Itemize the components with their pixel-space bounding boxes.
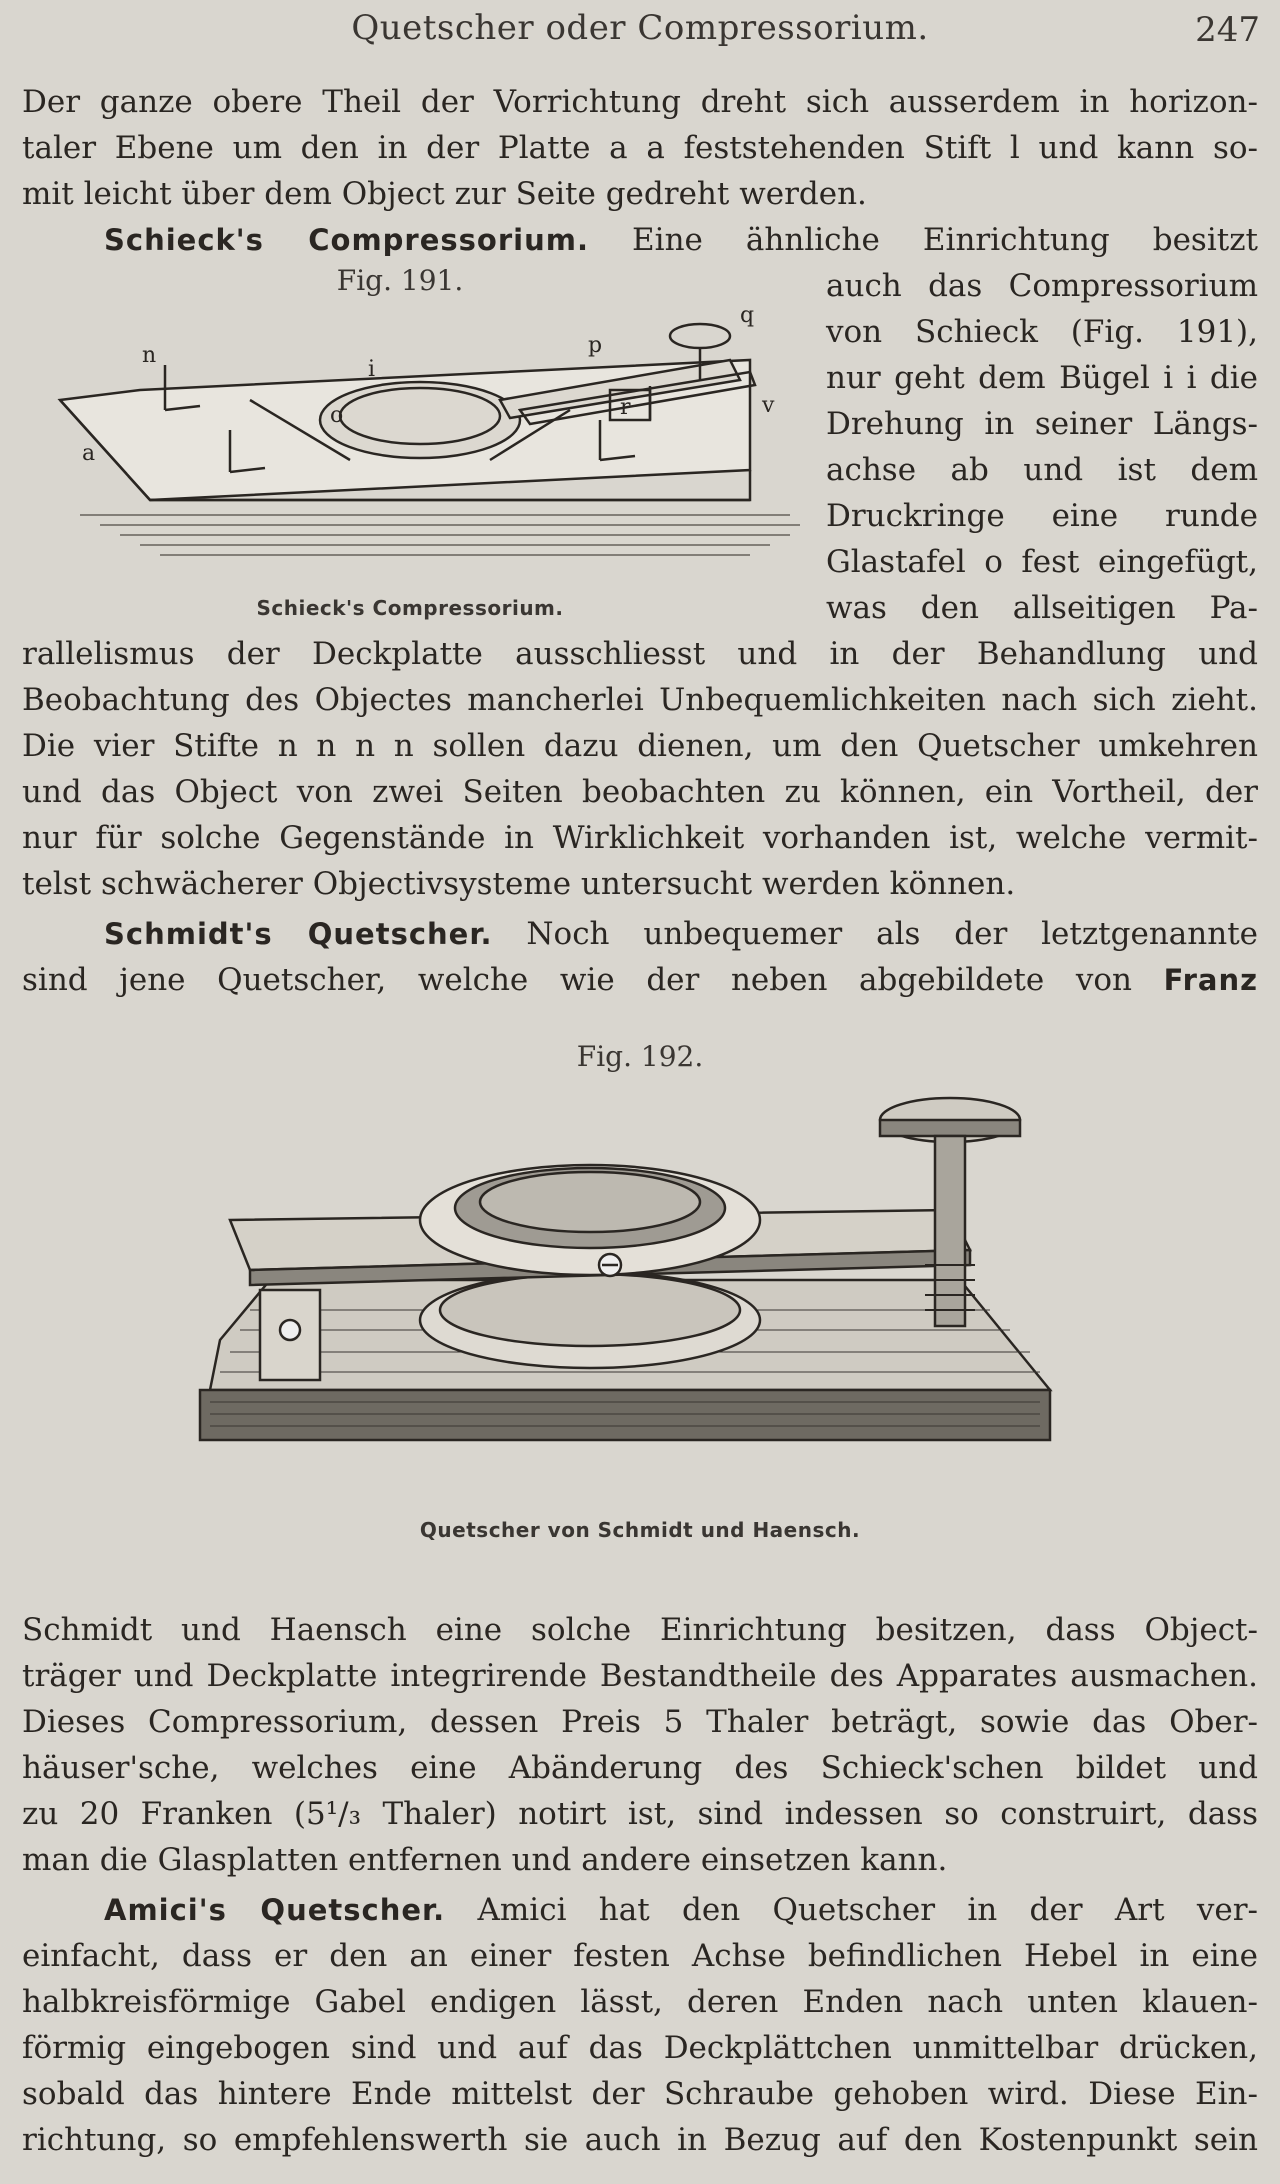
text-line: man die Glasplatten entfernen und andere einsetzen kann.	[22, 1842, 948, 1878]
text-line	[22, 958, 1258, 1002]
fig-letter-n: n	[142, 343, 157, 368]
text-line: häuser'sche, welches eine Abänderung des Schieck'schen bildet und	[22, 1750, 1258, 1786]
text-line: richtung, so empfehlenswerth sie auch in Bezug auf den Kostenpunkt sein	[22, 2122, 1258, 2158]
text-line: mit leicht über dem Object zur Seite gedreht werden.	[22, 176, 867, 212]
section-heading-schmidt: Schmidt's Quetscher.	[104, 917, 493, 951]
text-line: achse ab und ist dem	[826, 452, 1258, 488]
text-line: halbkreisförmige Gabel endigen lässt, deren Enden nach unten klauen-	[22, 1984, 1258, 2020]
figure-label-191: Fig. 191.	[336, 264, 464, 297]
text-line: taler Ebene um den in der Platte a a feststehenden Stift l und kann so-	[22, 130, 1258, 166]
text-line: nur geht dem Bügel i i die	[826, 360, 1258, 396]
text-line: was den allseitigen Pa-	[826, 590, 1258, 626]
figure-192-illustration	[190, 1090, 1070, 1460]
text-line: von Schieck (Fig. 191),	[826, 314, 1258, 350]
text-line: rallelismus der Deckplatte ausschliesst und in der Behandlung und	[22, 636, 1258, 672]
name-franz: Franz	[1163, 963, 1259, 997]
text-line: Dieses Compressorium, dessen Preis 5 Thaler beträgt, sowie das Ober-	[22, 1704, 1258, 1740]
text-line: und das Object von zwei Seiten beobachten zu können, ein Vortheil, der	[22, 774, 1258, 810]
fig-letter-r: r	[620, 395, 631, 420]
section-heading-schieck: Schieck's Compressorium.	[104, 223, 589, 257]
section-first-line	[22, 912, 1258, 956]
text-line: sobald das hintere Ende mittelst der Schraube gehoben wird. Diese Ein-	[22, 2076, 1258, 2112]
section-first-line	[22, 218, 1258, 262]
text-line: telst schwächerer Objectivsysteme untersucht werden können.	[22, 866, 1016, 902]
fig-letter-q: q	[740, 303, 755, 328]
text-line: förmig eingebogen sind und auf das Deckplättchen unmittelbar drücken,	[22, 2030, 1258, 2066]
text-line: Beobachtung des Objectes mancherlei Unbequemlichkeiten nach sich zieht.	[22, 682, 1258, 718]
fig-letter-a: a	[82, 441, 96, 466]
figure-191-illustration	[50, 300, 810, 570]
text-line: Die vier Stifte n n n n sollen dazu dienen, um den Quetscher umkehren	[22, 728, 1258, 764]
section-heading-amici: Amici's Quetscher.	[104, 1893, 446, 1927]
figure-label-192: Fig. 192.	[576, 1040, 704, 1073]
section-first-line	[22, 1888, 1258, 1932]
text-span: Noch unbequemer als der letztgenannte	[526, 916, 1258, 952]
fig-letter-o: o	[330, 403, 344, 428]
figure-caption-192: Quetscher von Schmidt und Haensch.	[419, 1518, 861, 1542]
text-span: Eine ähnliche Einrichtung besitzt	[632, 222, 1259, 258]
text-line: träger und Deckplatte integrirende Bestandtheile des Apparates ausmachen.	[22, 1658, 1258, 1694]
text-line: nur für solche Gegenstände in Wirklichkeit vorhanden ist, welche vermit-	[22, 820, 1258, 856]
text-line: einfacht, dass er den an einer festen Achse befindlichen Hebel in eine	[22, 1938, 1258, 1974]
fig-letter-v: v	[762, 393, 775, 418]
text-line: auch das Compressorium	[826, 268, 1258, 304]
text-line: Der ganze obere Theil der Vorrichtung dreht sich ausserdem in horizon-	[22, 84, 1258, 120]
fig-letter-p: p	[588, 333, 603, 358]
text-line: Drehung in seiner Längs-	[826, 406, 1258, 442]
text-line: Druckringe eine runde	[826, 498, 1258, 534]
figure-caption-191: Schieck's Compressorium.	[256, 596, 564, 620]
text-span: sind jene Quetscher, welche wie der neben abgebildete von	[22, 962, 1133, 998]
text-line: Glastafel o fest eingefügt,	[826, 544, 1258, 580]
text-span: Amici hat den Quetscher in der Art ver-	[477, 1892, 1258, 1928]
text-line: Schmidt und Haensch eine solche Einrichtung besitzen, dass Object-	[22, 1612, 1258, 1648]
running-header: Quetscher oder Compressorium.	[351, 8, 929, 48]
fig-letter-i: i	[368, 357, 376, 382]
text-line: zu 20 Franken (5¹/₃ Thaler) notirt ist, sind indessen so construirt, dass	[22, 1796, 1258, 1832]
page-number: 247	[1195, 10, 1260, 50]
